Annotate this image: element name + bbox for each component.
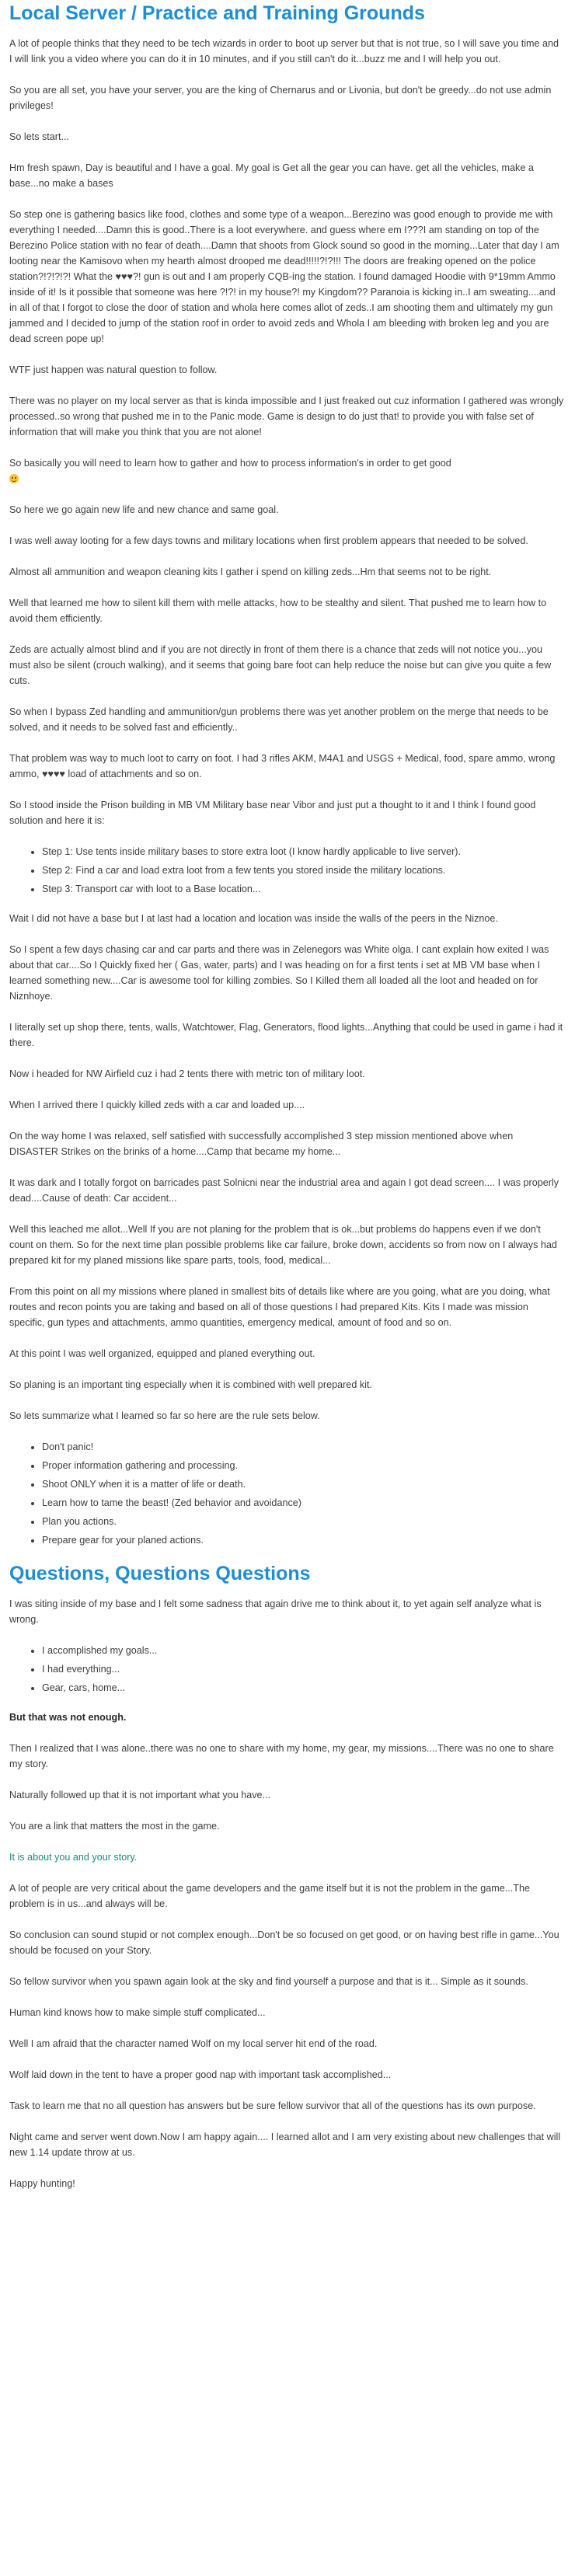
paragraph: I was well away looting for a few days towns and military locations when first problem appears that needed to be solved. bbox=[9, 535, 528, 546]
paragraph: A lot of people thinks that they need to be tech wizards in order to boot up server but that is not true, so I will save you time and I will link you a video where you can do it in 10 minutes, and if you still can't do it...buzz me and I will help you out. bbox=[9, 38, 559, 64]
paragraph: So fellow survivor when you spawn again look at the sky and find yourself a purpose and that is it... Simple as it sounds. bbox=[9, 1976, 528, 1987]
paragraph: Naturally followed up that it is not important what you have... bbox=[9, 1790, 271, 1800]
paragraph: Well I am afraid that the character named Wolf on my local server hit end of the road. bbox=[9, 2038, 378, 2049]
paragraph: At this point I was well organized, equipped and planed everything out. bbox=[9, 1348, 315, 1359]
paragraph: Then I realized that I was alone..there was no one to share with my home, my gear, my missions....There was no one to share my story. bbox=[9, 1743, 554, 1769]
paragraph: It was dark and I totally forgot on barricades past Solnicni near the industrial area and again I got dead screen.... I was properly dead....Cause of death: Car accident... bbox=[9, 1177, 559, 1204]
steps-list bbox=[9, 844, 564, 897]
paragraph: Night came and server went down.Now I am happy again.... I learned allot and I am very existing about new challenges that will new 1.14 update throw at us. bbox=[9, 2132, 561, 2158]
list-item: • Prepare gear for your planed actions. bbox=[42, 1532, 564, 1548]
paragraph: Zeds are actually almost blind and if you are not directly in front of them there is a chance that zeds will not notice you...you must also be silent (crouch walking), and it seems that going bare foot can help reduce the noise but can give you quite a few cuts. bbox=[9, 644, 552, 686]
list-item: • Step 2: Find a car and load extra loot from a few tents you stored inside the military locations. bbox=[42, 863, 564, 878]
paragraph: From this point on all my missions where planed in smallest bits of details like where are you going, what are you doing, what routes and recon points you are taking and based on all of those questions I had prepared Kits. Kits I made was mission specific, gun types and attachments, ammo quantities, emergency medical, amount of food and so on. bbox=[9, 1286, 550, 1328]
paragraph: Now i headed for NW Airfield cuz i had 2 tents there with metric ton of military loot. bbox=[9, 1068, 365, 1079]
section-heading: Questions, Questions Questions bbox=[9, 1563, 311, 1584]
bold-text: But that was not enough. bbox=[9, 1712, 127, 1723]
paragraph: That problem was way to much loot to carry on foot. I had 3 rifles AKM, M4A1 and USGS + Medical, food, spare ammo, wrong ammo, ♥♥♥♥ load of attachments and so on. bbox=[9, 753, 556, 779]
list-item: • I accomplished my goals... bbox=[42, 1643, 564, 1658]
paragraph: Hm fresh spawn, Day is beautiful and I have a goal. My goal is Get all the gear you can have. get all the vehicles, make a base...no make a bases bbox=[9, 162, 534, 189]
list-item: • I had everything... bbox=[42, 1661, 564, 1677]
paragraph: You are a link that matters the most in the game. bbox=[9, 1821, 220, 1832]
list-item: • Gear, cars, home... bbox=[42, 1680, 564, 1696]
paragraph: So I stood inside the Prison building in MB VM Military base near Vibor and just put a thought to it and I think I found good solution and here it is: bbox=[9, 800, 536, 826]
list-item: • Learn how to tame the beast! (Zed behavior and avoidance) bbox=[42, 1495, 564, 1511]
page-title: Local Server / Practice and Training Grounds bbox=[9, 2, 425, 24]
paragraph: I literally set up shop there, tents, walls, Watchtower, Flag, Generators, flood lights...Anything that could be used in game i had it there. bbox=[9, 1022, 563, 1048]
paragraph: Well this leached me allot...Well If you are not planing for the problem that is ok...but problems do happens even if we don't count on them. So for the next time plan possible problems like car failure, broke down, accidents so from now on I always had prepared kit for my planed missions like spare parts, tools, food, medical... bbox=[9, 1224, 557, 1266]
paragraph: So when I bypass Zed handling and ammunition/gun problems there was yet another problem on the merge that needs to be solved, and it needs to be solved fast and efficiently.. bbox=[9, 706, 549, 733]
list-item: • Step 3: Transport car with loot to a Base location... bbox=[42, 881, 564, 897]
paragraph: So lets start... bbox=[9, 131, 69, 142]
paragraph: A lot of people are very critical about the game developers and the game itself but it is not the problem in the game...The problem is in us...and always will be. bbox=[9, 1883, 530, 1909]
smiley-emoji-icon bbox=[9, 474, 19, 483]
paragraph: So planing is an important ting especially when it is combined with well prepared kit. bbox=[9, 1379, 372, 1390]
paragraph: Happy hunting! bbox=[9, 2178, 75, 2189]
paragraph: So I spent a few days chasing car and car parts and there was in Zelenegors was White olga. I cant explain how exited I was about that car....So I Quickly fixed her ( Gas, water, parts) and I was heading on for a first tents i set at MB VM base when I learned something new....Car is awesome tool for killing zombies. So I Killed them all loaded all the loot and headed on for Niznhoye. bbox=[9, 944, 549, 1002]
list-item: • Proper information gathering and processing. bbox=[42, 1458, 564, 1473]
list-item: • Don't panic! bbox=[42, 1439, 564, 1455]
paragraph-text: So basically you will need to learn how to gather and how to process information's in order to get good bbox=[9, 458, 451, 469]
rules-list bbox=[9, 1439, 564, 1548]
list-item: • Plan you actions. bbox=[42, 1514, 564, 1529]
paragraph: When I arrived there I quickly killed zeds with a car and loaded up.... bbox=[9, 1100, 305, 1110]
list-item: • Shoot ONLY when it is a matter of life or death. bbox=[42, 1476, 564, 1492]
paragraph: Almost all ammunition and weapon cleaning kits I gather i spend on killing zeds...Hm that seems not to be right. bbox=[9, 566, 492, 577]
paragraph: So here we go again new life and new chance and same goal. bbox=[9, 504, 279, 515]
paragraph: I was siting inside of my base and I felt some sadness that again drive me to think about it, to yet again self analyze what is wrong. bbox=[9, 1598, 542, 1625]
paragraph: So lets summarize what I learned so far so here are the rule sets below. bbox=[9, 1410, 320, 1421]
paragraph: Wait I did not have a base but I at last had a location and location was inside the walls of the peers in the Niznoe. bbox=[9, 913, 498, 924]
paragraph: Wolf laid down in the tent to have a proper good nap with important task accomplished... bbox=[9, 2069, 392, 2080]
paragraph: There was no player on my local server as that is kinda impossible and I just freaked out cuz information I gathered was wrongly processed..so wrong that pushed me in to the Panic mode. Game is design to do just that! to provide you with false set of information that will make you think that you are not alone! bbox=[9, 396, 564, 437]
paragraph-with-emoji bbox=[9, 455, 564, 486]
paragraph: WTF just happen was natural question to follow. bbox=[9, 364, 218, 375]
bold-paragraph bbox=[9, 1710, 564, 1725]
paragraph: So step one is gathering basics like food, clothes and some type of a weapon...Berezino was good enough to provide me with everything I needed....Damn this is good..There is a loot everywhere. and guess where em I???I am standing on top of the Berezino Police station with no fear of death....Damn that shoots from Glock sound so good in the morning...Later that day I am looting near the Kamisovo when my hearth almost drooped me dead!!!!!?!?!!! The doors are freaking opened on the police station?!?!?!?! What the ♥♥♥?! gun is out and I am properly CQB-ing the station. I found damaged Hoodie with 9*19mm Ammo inside of it! Is it possible that someone was here ?!?! in my house?! my Kingdom?? Paranoia is kicking in..I am sweating....and in all of that I forgot to close the door of station and whola here comes allot of zeds..I am shooting them and ultimately my gun jammed and I decided to jump of the station roof in order to avoid zeds and Whola I am bleeding with broken leg and you are dead screen pope up! bbox=[9, 209, 559, 344]
paragraph: So you are all set, you have your server, you are the king of Chernarus and or Livonia, but don't be greedy...do not use admin privileges! bbox=[9, 85, 552, 111]
paragraph: Task to learn me that no all question has answers but be sure fellow survivor that all of the questions has its own purpose. bbox=[9, 2100, 536, 2111]
list-item: • Step 1: Use tents inside military bases to store extra loot (I know hardly applicable to live server). bbox=[42, 844, 564, 859]
accomplished-list bbox=[9, 1643, 564, 1696]
paragraph: Human kind knows how to make simple stuff complicated... bbox=[9, 2007, 266, 2018]
paragraph: So conclusion can sound stupid or not complex enough...Don't be so focused on get good, or on having best rifle in game...You should be focused on your Story. bbox=[9, 1929, 559, 1956]
paragraph: On the way home I was relaxed, self satisfied with successfully accomplished 3 step mission mentioned above when DISASTER Strikes on the brinks of a home....Camp that became my home... bbox=[9, 1131, 514, 1157]
paragraph: Well that learned me how to silent kill them with melle attacks, how to be stealthy and silent. That pushed me to learn how to avoid them efficiently. bbox=[9, 598, 547, 624]
paragraph: It is about you and your story. bbox=[9, 1852, 138, 1863]
